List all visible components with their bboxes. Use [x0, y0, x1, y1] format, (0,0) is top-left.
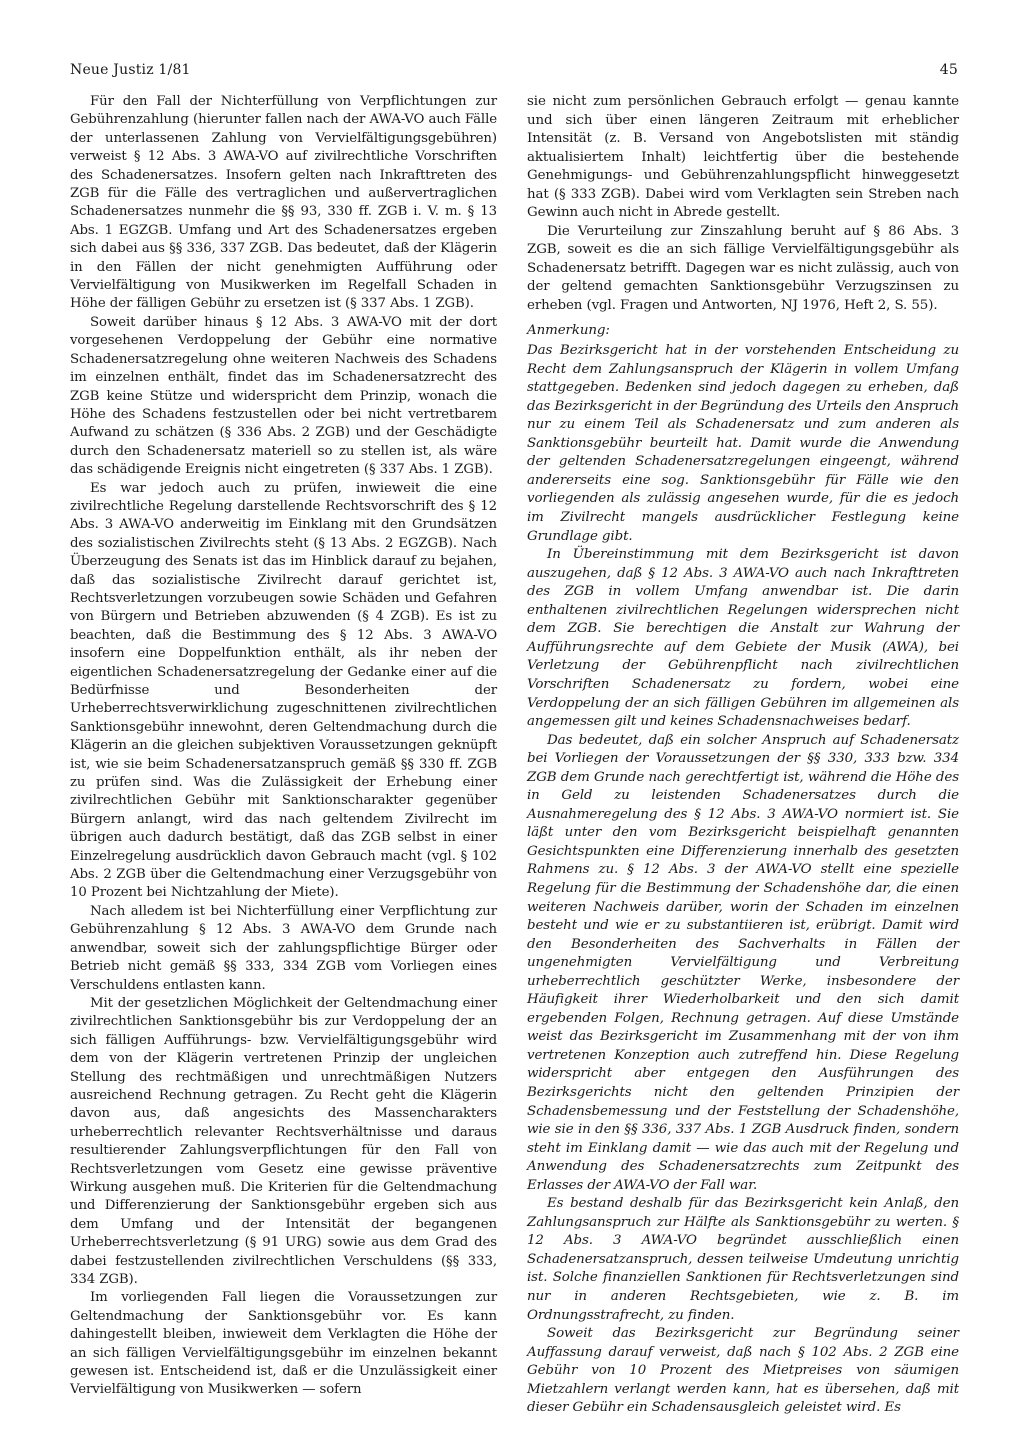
- paragraph: Nach alledem ist bei Nichterfüllung einer Verpflichtung zur Gebührenzahlung § 12 Abs. 3 AWA-VO dem Grunde nach anwendbar, soweit sich der zahlungspflichtige Bürger oder Betrieb nicht gemäß §§ 333, 334 ZGB vom Vorliegen eines Verschuldens entlasten kann.: [70, 903, 497, 993]
- annotation: [527, 342, 959, 1418]
- left-column: [70, 93, 497, 1400]
- page-number: 45: [939, 62, 958, 78]
- annotation-paragraph: Es bestand deshalb für das Bezirksgericht kein Anlaß, den Zahlungsanspruch zur Hälfte als Sanktionsgebühr zu werten. § 12 Abs. 3 AWA-VO begründet ausschließlich einen Schadenersatzanspruch, dessen teilweise Umdeutung unrichtig ist. Solche finanziellen Sanktionen für Rechtsverletzungen sind nur in anderen Rechtsgebieten, wie z. B. im Ordnungsstrafrecht, zu finden.: [527, 1196, 959, 1323]
- paragraph: Es war jedoch auch zu prüfen, inwieweit die eine zivilrechtliche Regelung darstellende Rechtsvorschrift des § 12 Abs. 3 AWA-VO anderweitig im Einklang mit den Grundsätzen des sozialistischen Zivilrechts steht (§ 13 Abs. 2 EGZGB). Nach Überzeugung des Senats ist das im Hinblick darauf zu bejahen, daß das sozialistische Zivilrecht darauf gerichtet ist, Rechtsverletzungen vorzubeugen sowie Schäden und Gefahren von Bürgern und Betrieben abzuwenden (§ 4 ZGB). Es ist zu beachten, daß die Bestimmung des § 12 Abs. 3 AWA-VO insofern eine Doppelfunktion enthält, als ihr neben der eigentlichen Schadenersatzregelung der Gedanke einer auf die Bedürfnisse und Besonderheiten der Urheberrechtsverwirklichung zugeschnittenen zivilrechtlichen Sanktionsgebühr innewohnt, deren Geltendmachung durch die Klägerin an die gleichen subjektiven Voraussetzungen geknüpft ist, wie sie beim Schadenersatzanspruch gemäß §§ 330 ff. ZGB zu prüfen sind. Was die Zulässigkeit der Erhebung einer zivilrechtlichen Gebühr mit Sanktionscharakter gegenüber Bürgern anlangt, wird das nach geltendem Zivilrecht im übrigen auch dadurch bestätigt, daß das ZGB selbst in einer Einzelregelung ausdrücklich davon Gebrauch macht (vgl. § 102 Abs. 2 ZGB über die Geltendmachung einer Verzugsgebühr von 10 Prozent bei Nichtzahlung der Miete).: [70, 480, 497, 901]
- right-column: [527, 93, 959, 1418]
- running-head: [70, 62, 958, 78]
- annotation-paragraph: Das Bezirksgericht hat in der vorstehenden Entscheidung zu Recht dem Zahlungsanspruch der Klägerin in vollem Umfang stattgegeben. Bedenken sind jedoch dagegen zu erheben, daß das Bezirksgericht in der Begründung des Urteils den Anspruch nur zu einem Teil als Schadenersatz und zum anderen als Sanktionsgebühr beurteilt hat. Damit wurde die Anwendung der geltenden Schadenersatzregelungen eingeengt, während andererseits eine sog. Sanktionsgebühr für Fälle wie den vorliegenden als zulässig angesehen wurde, für die es jedoch im Zivilrecht mangels ausdrücklicher Festlegung keine Grundlage gibt.: [527, 343, 959, 544]
- paragraph: Mit der gesetzlichen Möglichkeit der Geltendmachung einer zivilrechtlichen Sanktionsgebühr bis zur Verdoppelung der an sich fälligen Aufführungs- bzw. Vervielfältigungsgebühr wird dem von der Klägerin vertretenen Prinzip der ungleichen Stellung des rechtmäßigen und unrechtmäßigen Nutzers ausreichend Rechnung getragen. Zu Recht geht die Klägerin davon aus, daß angesichts des Massencharakters urheberrechtlich relevanter Rechtsverhältnisse und daraus resultierender Zahlungsverpflichtungen für den Fall von Rechtsverletzungen vom Gesetz eine gewisse präventive Wirkung ausgehen muß. Die Kriterien für die Geltendmachung und Differenzierung der Sanktionsgebühr ergeben sich aus dem Umfang und der Intensität der begangenen Urheberrechtsverletzung (§ 91 URG) sowie aus dem Grad des dabei festzustellenden zivilrechtlichen Verschuldens (§§ 333, 334 ZGB).: [70, 995, 497, 1287]
- paragraph: sie nicht zum persönlichen Gebrauch erfolgt — genau kannte und sich über einen längeren Zeitraum mit erheblicher Intensität (z. B. Versand von Angebotslisten mit ständig aktualisiertem Inhalt) leichtfertig über die bestehende Genehmigungs- und Gebührenzahlungspflicht hinweggesetzt hat (§ 333 ZGB). Dabei wird vom Verklagten sein Streben nach Gewinn auch nicht in Abrede gestellt.: [527, 94, 959, 221]
- annotation-paragraph: In Übereinstimmung mit dem Bezirksgericht ist davon auszugehen, daß § 12 Abs. 3 AWA-VO auch nach Inkrafttreten des ZGB in vollem Umfang anwendbar ist. Die darin enthaltenen zivilrechtlichen Regelungen widersprechen nicht dem ZGB. Sie berechtigen die Anstalt zur Wahrung der Aufführungsrechte auf dem Gebiete der Musik (AWA), bei Verletzung der Gebührenpflicht nach zivilrechtlichen Vorschriften Schadenersatz zu fordern, wobei eine Verdoppelung der an sich fälligen Gebühren im allgemeinen als angemessen gilt und keines Schadensnachweises bedarf.: [527, 547, 959, 730]
- annotation-paragraph: Das bedeutet, daß ein solcher Anspruch auf Schadenersatz bei Vorliegen der Voraussetzungen der §§ 330, 333 bzw. 334 ZGB dem Grunde nach gerechtfertigt ist, während die Höhe des in Geld zu leistenden Schadenersatzes durch die Ausnahmeregelung des § 12 Abs. 3 AWA-VO normiert ist. Sie läßt unter den vom Bezirksgericht beispielhaft genannten Gesichtspunkten eine Differenzierung innerhalb des gesetzten Rahmens zu. § 12 Abs. 3 der AWA-VO stellt eine spezielle Regelung für die Bestimmung der Schadenshöhe dar, die einen weiteren Nachweis darüber, worin der Schaden im einzelnen besteht und wie er zu substantiieren ist, erübrigt. Damit wird den Besonderheiten des Sachverhalts in Fällen der ungenehmigten Vervielfältigung und Verbreitung urheberrechtlich geschützter Werke, insbesondere der Häufigkeit ihrer Wiederholbarkeit und den sich damit ergebenden Folgen, Rechnung getragen. Auf diese Umstände weist das Bezirksgericht im Zusammenhang mit der von ihm vertretenen Konzeption auch zutreffend hin. Diese Regelung widerspricht aber entgegen den Ausführungen des Bezirksgerichts nicht den geltenden Prinzipien der Schadensbemessung und der Feststellung der Schadenshöhe, wie sie in den §§ 336, 337 Abs. 1 ZGB Ausdruck finden, sondern steht im Einklang damit — wie das auch mit der Regelung und Anwendung des Schadenersatzrechts zum Zeitpunkt des Erlasses der AWA-VO der Fall war.: [527, 732, 959, 1193]
- journal-title: Neue Justiz 1/81: [70, 62, 191, 78]
- paragraph: Die Verurteilung zur Zinszahlung beruht auf § 86 Abs. 3 ZGB, soweit es die an sich fällige Vervielfältigungsgebühr als Schadenersatz betrifft. Dagegen war es nicht zulässig, auch von der geltend gemachten Sanktionsgebühr Verzugszinsen zu erheben (vgl. Fragen und Antworten, NJ 1976, Heft 2, S. 55).: [527, 223, 959, 314]
- annotation-paragraph: Soweit das Bezirksgericht zur Begründung seiner Auffassung darauf verweist, daß nach § 102 Abs. 2 ZGB eine Gebühr von 10 Prozent des Mietpreises von säumigen Mietzahlern verlangt werden kann, hat es übersehen, daß mit dieser Gebühr ein Schadensausgleich geleistet wird. Es: [527, 1326, 959, 1416]
- paragraph: Für den Fall der Nichterfüllung von Verpflichtungen zur Gebührenzahlung (hierunter fallen nach der AWA-VO auch Fälle der unterlassenen Zahlung von Vervielfältigungsgebühren) verweist § 12 Abs. 3 AWA-VO auf zivilrechtliche Vorschriften des Schadenersatzes. Insofern gelten nach Inkrafttreten des ZGB für die Fälle des vertraglichen und außervertraglichen Schadenersatzes nunmehr die §§ 93, 330 ff. ZGB i. V. m. § 13 Abs. 1 EGZGB. Umfang und Art des Schadenersatzes ergeben sich dabei aus §§ 336, 337 ZGB. Das bedeutet, daß der Klägerin in den Fällen der nicht genehmigten Aufführung oder Vervielfältigung von Musikwerken im Regelfall Schaden in Höhe der fälligen Gebühr zu ersetzen ist (§ 337 Abs. 1 ZGB).: [70, 94, 497, 312]
- annotation-heading: Anmerkung:: [527, 322, 610, 338]
- paragraph: Soweit darüber hinaus § 12 Abs. 3 AWA-VO mit der dort vorgesehenen Verdoppelung der Gebühr eine normative Schadenersatzregelung ohne weiteren Nachweis des Schadens im einzelnen enthält, findet das im Schadenersatzrecht des ZGB keine Stütze und widerspricht dem Prinzip, wonach die Höhe des Schadens festzustellen oder bei nicht vertretbarem Aufwand zu schätzen (§ 336 Abs. 2 ZGB) und der Geschädigte durch den Schadenersatz materiell so zu stellen ist, als wäre das schädigende Ereignis nicht eingetreten (§ 337 Abs. 1 ZGB).: [70, 314, 497, 478]
- paragraph: Im vorliegenden Fall liegen die Voraussetzungen zur Geltendmachung der Sanktionsgebühr vor. Es kann dahingestellt bleiben, inwieweit dem Verklagten die Höhe der an sich fälligen Vervielfältigungsgebühr im einzelnen bekannt gewesen ist. Entscheidend ist, daß er die Unzulässigkeit einer Vervielfältigung von Musikwerken — sofern: [70, 1290, 497, 1398]
